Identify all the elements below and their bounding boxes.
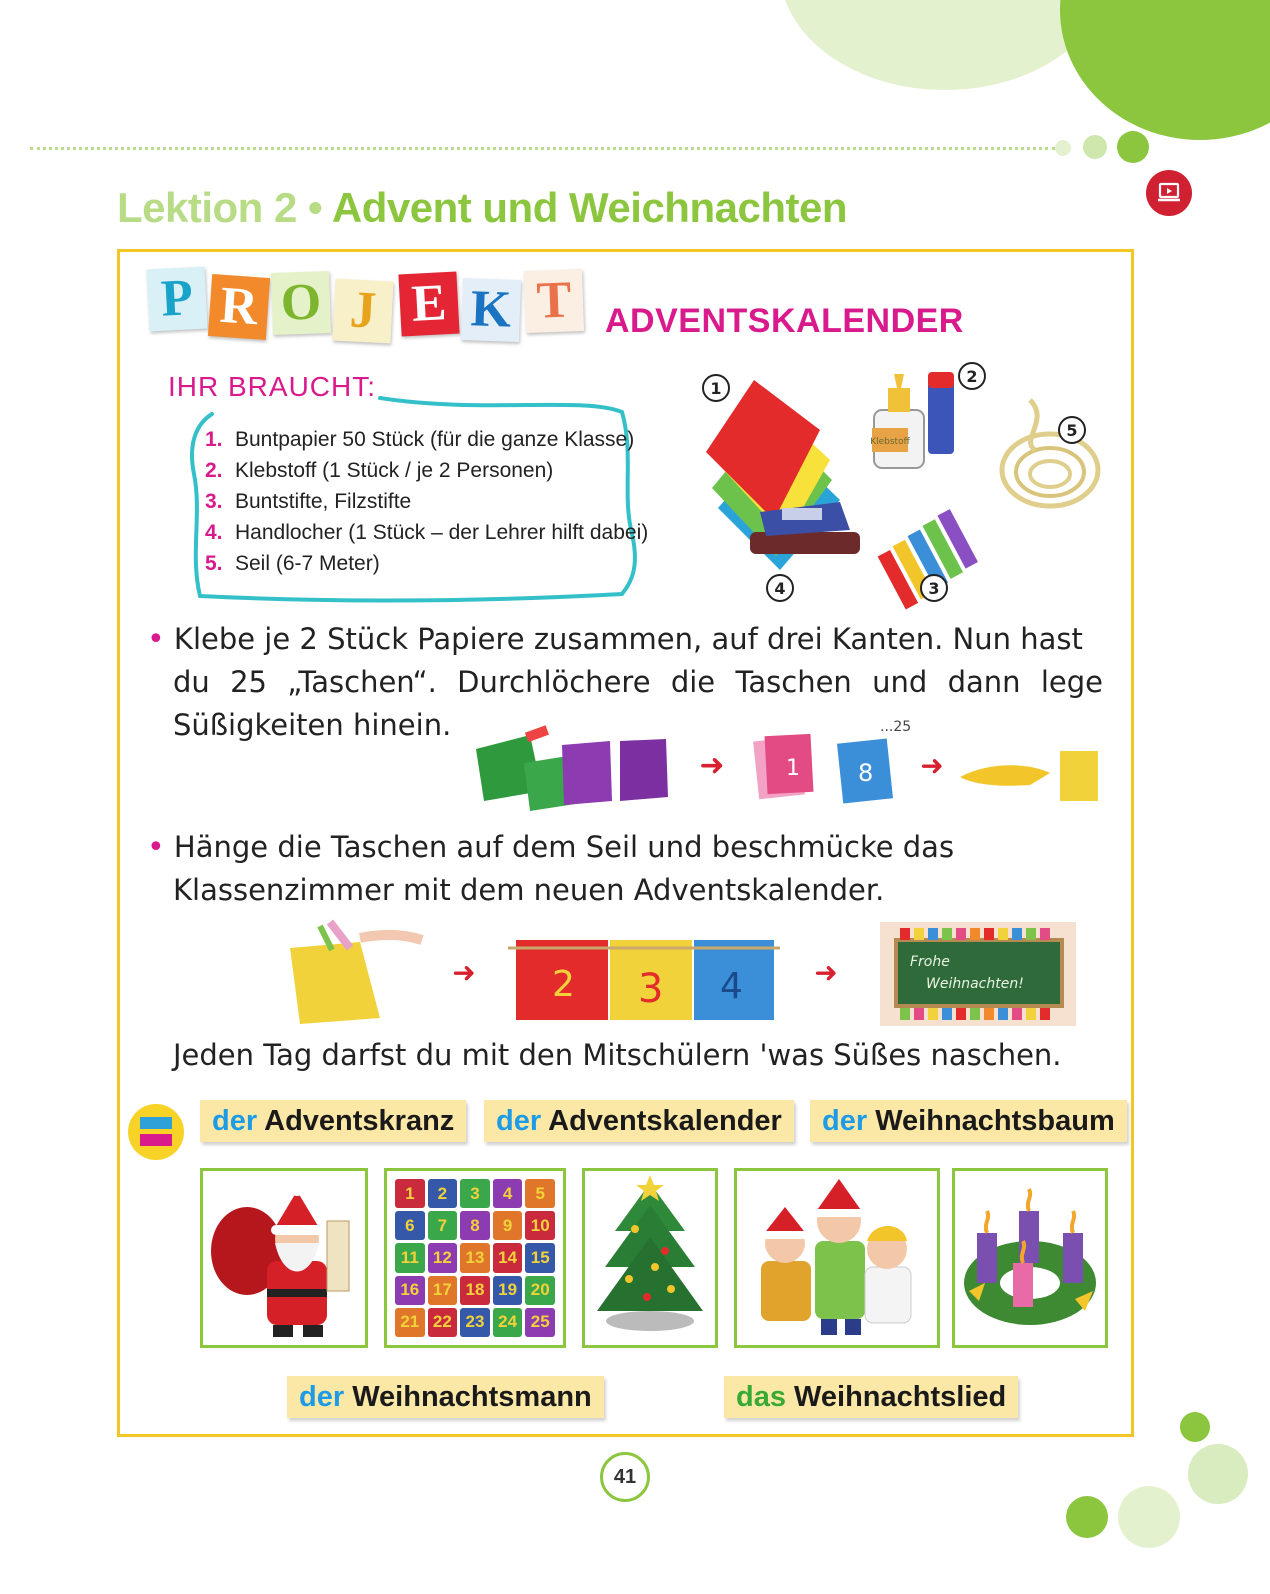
decor-dot <box>1083 135 1107 159</box>
calendar-cell: 22 <box>428 1308 458 1337</box>
calendar-cell: 9 <box>493 1211 523 1240</box>
calendar-cell: 6 <box>395 1211 425 1240</box>
svg-text:5: 5 <box>1066 421 1078 440</box>
calendar-cell: 20 <box>525 1276 555 1305</box>
calendar-cell: 7 <box>428 1211 458 1240</box>
page-title <box>117 184 847 232</box>
page-number: 41 <box>600 1452 650 1502</box>
calendar-cell: 14 <box>493 1243 523 1272</box>
marker-4 <box>767 575 793 601</box>
project-subtitle: ADVENTSKALENDER <box>605 302 964 340</box>
count-label: ...25 <box>880 719 912 735</box>
svg-text:1: 1 <box>710 379 722 398</box>
vocab-weihnachtsbaum: der Weihnachtsbaum <box>810 1100 1127 1142</box>
header-dotted-line <box>30 147 1055 150</box>
calendar-cell: 19 <box>493 1276 523 1305</box>
calendar-cell: 25 <box>525 1308 555 1337</box>
projekt-letter: P <box>146 267 207 332</box>
projekt-letter: E <box>398 272 459 337</box>
step1-illustration <box>470 715 1110 815</box>
calendar-cell: 17 <box>428 1276 458 1305</box>
picture-santa <box>200 1168 368 1348</box>
hanging-number: 4 <box>720 966 743 1007</box>
vocab-adventskranz: der Adventskranz <box>200 1100 466 1142</box>
lesson-title: Advent und Weichnachten <box>331 184 847 231</box>
calendar-cell: 8 <box>460 1211 490 1240</box>
marker-2 <box>959 363 985 389</box>
marker-3 <box>921 575 947 601</box>
vocab-adventskalender: der Adventskalender <box>484 1100 794 1142</box>
svg-text:2: 2 <box>966 367 978 386</box>
picture-advent-calendar <box>384 1168 566 1348</box>
calendar-cell: 5 <box>525 1179 555 1208</box>
svg-text:4: 4 <box>774 579 786 598</box>
projekt-letter: R <box>208 274 270 340</box>
calendar-cell: 11 <box>395 1243 425 1272</box>
materials-list <box>205 424 648 579</box>
vocabulary-icon <box>128 1104 184 1160</box>
pocket-number: 8 <box>858 759 874 787</box>
calendar-cell: 1 <box>395 1179 425 1208</box>
calendar-cell: 18 <box>460 1276 490 1305</box>
projekt-letter: O <box>271 271 331 335</box>
arrow-icon: ➜ <box>452 956 476 989</box>
projekt-letter: T <box>524 269 584 333</box>
calendar-cell: 23 <box>460 1308 490 1337</box>
calendar-cell: 12 <box>428 1243 458 1272</box>
list-item: 4. Handlocher (1 Stück – der Lehrer hilft dabei) <box>205 521 649 544</box>
calendar-cell: 15 <box>525 1243 555 1272</box>
decor-dot <box>1180 1412 1210 1442</box>
calendar-cell: 2 <box>428 1179 458 1208</box>
laptop-icon[interactable] <box>1146 170 1192 216</box>
decor-dot <box>1055 140 1071 156</box>
step2-illustration <box>260 918 1080 1030</box>
list-item: 2. Klebstoff (1 Stück / je 2 Personen) <box>205 459 554 482</box>
board-text: Frohe <box>910 954 950 970</box>
marker-1 <box>703 375 729 401</box>
glue-label: Klebstoff <box>870 437 910 447</box>
marker-5 <box>1059 417 1085 443</box>
calendar-cell: 10 <box>525 1211 555 1240</box>
svg-text:3: 3 <box>928 579 940 598</box>
step1-text: • Klebe je 2 Stück Papiere zusammen, auf drei Kanten. Nun hast du 25 „Taschen“. Durchlöchere die Taschen und dann lege Süßigkeiten hinein. <box>147 622 1103 742</box>
projekt-letter: K <box>461 278 521 342</box>
closing-text: Jeden Tag darfst du mit den Mitschülern 'was Süßes naschen. <box>173 1038 1062 1072</box>
board-text: Weihnachten! <box>926 976 1024 992</box>
vocab-weihnachtslied: das Weihnachtslied <box>724 1376 1018 1418</box>
decor-dot <box>1117 131 1149 163</box>
calendar-cell: 21 <box>395 1308 425 1337</box>
picture-christmas-tree <box>582 1168 718 1348</box>
hanging-number: 2 <box>552 964 575 1005</box>
list-item: 5. Seil (6-7 Meter) <box>205 552 380 575</box>
list-item: 3. Buntstifte, Filzstifte <box>205 490 412 513</box>
arrow-icon: ➜ <box>920 749 944 782</box>
projekt-letter: J <box>332 279 393 344</box>
materials-heading: IHR BRAUCHT: <box>168 371 377 402</box>
calendar-cell: 24 <box>493 1308 523 1337</box>
pocket-number: 1 <box>786 756 800 781</box>
title-separator: • <box>308 184 323 231</box>
calendar-cell: 13 <box>460 1243 490 1272</box>
picture-carol-singers <box>734 1168 940 1348</box>
bullet-icon: • <box>147 622 165 657</box>
arrow-icon: ➜ <box>699 748 725 783</box>
calendar-cell: 3 <box>460 1179 490 1208</box>
arrow-icon: ➜ <box>814 956 838 989</box>
bullet-icon: • <box>147 830 165 865</box>
materials-illustration <box>690 360 1120 610</box>
list-item: 1. Buntpapier 50 Stück (für die ganze Klasse) <box>205 428 635 451</box>
calendar-cell: 16 <box>395 1276 425 1305</box>
picture-advent-wreath <box>952 1168 1108 1348</box>
hanging-number: 3 <box>638 966 664 1012</box>
decor-dot <box>1118 1486 1180 1548</box>
vocab-weihnachtsmann: der Weihnachtsmann <box>287 1376 604 1418</box>
calendar-cell: 4 <box>493 1179 523 1208</box>
step2-text: • Hänge die Taschen auf dem Seil und beschmücke das Klassenzimmer mit dem neuen Adventskalender. <box>147 830 955 907</box>
decor-dot <box>1188 1444 1248 1504</box>
lesson-label: Lektion 2 <box>117 184 297 231</box>
header-decoration-green <box>1060 0 1270 140</box>
decor-dot <box>1066 1496 1108 1538</box>
